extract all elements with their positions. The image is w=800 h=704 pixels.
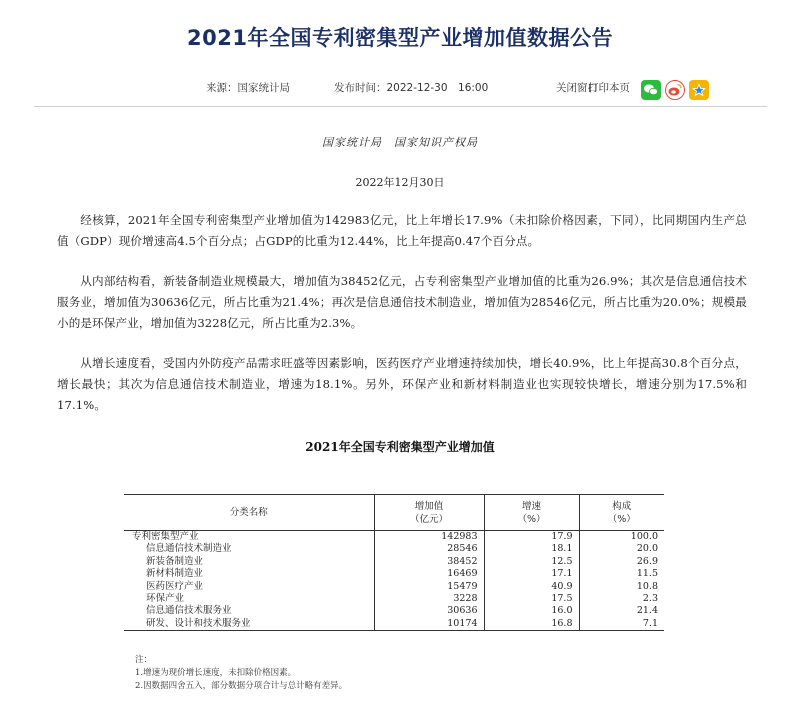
- table-row: [124, 543, 664, 555]
- cell-growth: 17.5: [484, 593, 579, 605]
- cell-category: 环保产业: [146, 593, 185, 605]
- header-category: 分类名称: [124, 495, 374, 531]
- header-share: 构成 （%）: [579, 495, 664, 531]
- cell-share: 2.3: [579, 593, 664, 605]
- note-line: 2.因数据四舍五入，部分数据分项合计与总计略有差异。: [135, 681, 348, 691]
- cell-value: 38452: [374, 556, 484, 568]
- header-divider: [34, 106, 767, 107]
- note-line: 注：: [135, 655, 153, 665]
- cell-growth: 16.0: [484, 605, 579, 617]
- cell-value: 16469: [374, 568, 484, 580]
- wechat-icon[interactable]: [641, 80, 661, 100]
- source-label: 来源：国家统计局: [206, 82, 290, 94]
- cell-category: 医药医疗产业: [146, 580, 204, 592]
- cell-share: 10.8: [579, 581, 664, 593]
- table-row: [124, 618, 664, 631]
- table-row: [124, 556, 664, 568]
- paragraph-growth: 从增长速度看，受国内外防疫产品需求旺盛等因素影响，医药医疗产业增速持续加快，增长40.9%，比上年提高30.8个百分点，增长最快；其次为信息通信技术制造业，增速为18.1%。另外，环保产业和新材料制造业也实现较快增长，增速分别为17.5%和17.1%。: [57, 356, 747, 412]
- cell-category: 新装备制造业: [146, 555, 204, 567]
- header-value: 增加值 （亿元）: [374, 495, 484, 531]
- cell-share: 7.1: [579, 618, 664, 631]
- cell-category: 信息通信技术服务业: [146, 605, 232, 617]
- table-notes: [135, 654, 347, 693]
- close-window-link[interactable]: 关闭窗口: [556, 82, 598, 94]
- cell-share: 11.5: [579, 568, 664, 580]
- table-row: [124, 581, 664, 593]
- paragraph-overview: 经核算，2021年全国专利密集型产业增加值为142983亿元，比上年增长17.9%（未扣除价格因素，下同），比同期国内生产总值（GDP）现价增速高4.5个百分点；占GDP的比重为12.44%，比上年提高0.47个百分点。: [57, 213, 747, 248]
- cell-growth: 12.5: [484, 556, 579, 568]
- cell-growth: 17.9: [484, 531, 579, 544]
- table-row: [124, 568, 664, 580]
- cell-value: 15479: [374, 581, 484, 593]
- table-row: [124, 531, 664, 544]
- cell-category: 新材料制造业: [146, 568, 204, 580]
- qzone-icon[interactable]: [689, 80, 709, 100]
- table-row: [124, 593, 664, 605]
- table-row: [124, 605, 664, 617]
- cell-share: 21.4: [579, 605, 664, 617]
- cell-share: 26.9: [579, 556, 664, 568]
- cell-category: 研发、设计和技术服务业: [124, 618, 374, 631]
- cell-value: 3228: [374, 593, 484, 605]
- article-meta: [0, 76, 800, 98]
- note-line: 1.增速为现价增长速度，未扣除价格因素。: [135, 668, 297, 678]
- print-page-link[interactable]: 打印本页: [588, 82, 630, 94]
- page-title: 2021年全国专利密集型产业增加值数据公告: [187, 26, 613, 50]
- cell-value: 28546: [374, 543, 484, 555]
- cell-growth: 16.8: [484, 618, 579, 631]
- cell-growth: 40.9: [484, 581, 579, 593]
- table-title: 2021年全国专利密集型产业增加值: [305, 440, 495, 454]
- article-date: 2022年12月30日: [355, 176, 445, 189]
- cell-growth: 18.1: [484, 543, 579, 555]
- paragraph-structure: 从内部结构看，新装备制造业规模最大，增加值为38452亿元，占专利密集型产业增加值的比重为26.9%；其次是信息通信技术服务业，增加值为30636亿元，所占比重为21.4%；再次是信息通信技术制造业，增加值为28546亿元，所占比重为20.0%；规模最小的是环保产业，增加值为3228亿元，所占比重为2.3%。: [57, 274, 747, 330]
- header-growth: 增速 （%）: [484, 495, 579, 531]
- cell-growth: 17.1: [484, 568, 579, 580]
- publish-time: 发布时间：2022-12-30 16:00: [334, 82, 489, 94]
- cell-value: 30636: [374, 605, 484, 617]
- cell-share: 100.0: [579, 531, 664, 544]
- cell-share: 20.0: [579, 543, 664, 555]
- cell-value: 142983: [374, 531, 484, 544]
- cell-value: 10174: [374, 618, 484, 631]
- industry-value-table: [124, 494, 664, 631]
- weibo-icon[interactable]: [665, 80, 685, 100]
- cell-category: 专利密集型产业: [132, 531, 199, 542]
- issuing-organizations: 国家统计局 国家知识产权局: [322, 136, 478, 149]
- cell-category: 信息通信技术制造业: [146, 543, 232, 555]
